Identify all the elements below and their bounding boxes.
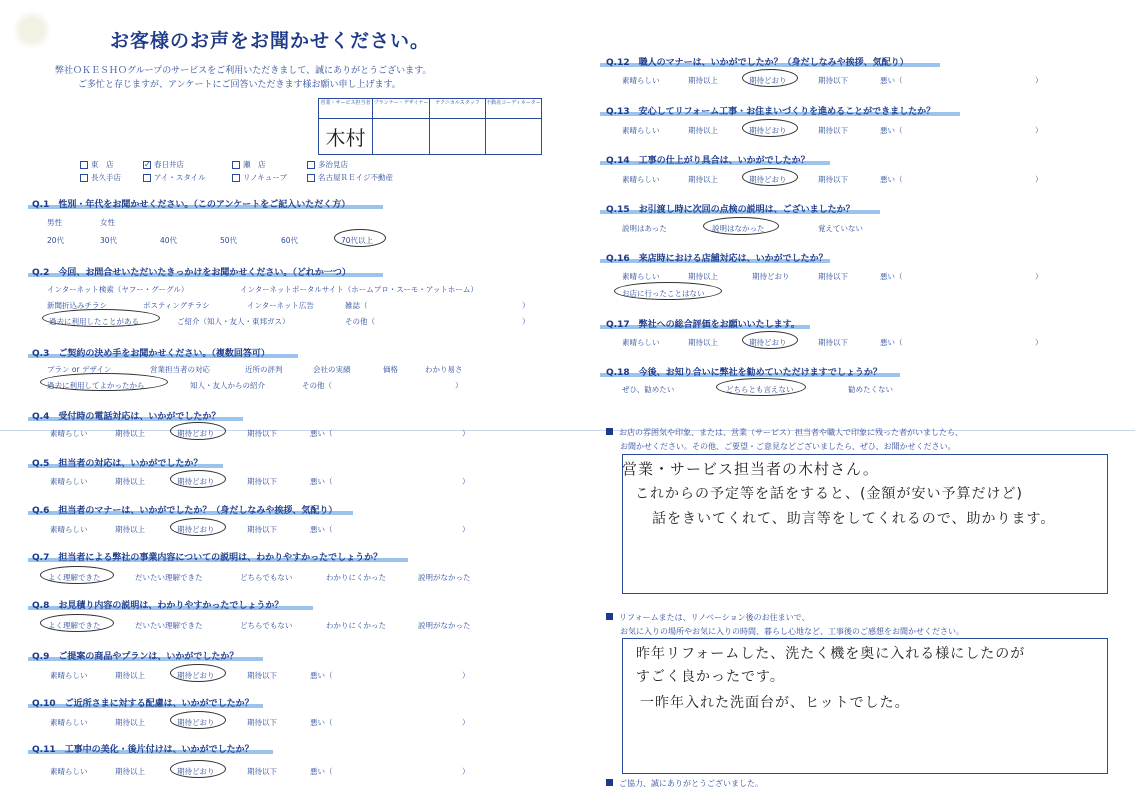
paren-close: ） bbox=[1035, 76, 1043, 85]
q8-option[interactable]: どちらでもない bbox=[240, 621, 293, 630]
store-checkbox-2[interactable]: ✓ 春日井店 bbox=[144, 160, 184, 169]
question-13: Q.13 安心してリフォーム工事・お住まいづくりを進めることができましたか？ bbox=[606, 107, 936, 117]
comment1-prompt-2: お聞かせください。その他、ご要望・ご意見などございましたら、ぜひ、お聞かせください。 bbox=[620, 442, 956, 451]
q6-option[interactable]: 期待以下 bbox=[247, 525, 277, 534]
paren-close: ） bbox=[462, 767, 470, 776]
q13-option-selected[interactable]: 期待どおり bbox=[749, 126, 787, 135]
question-14: Q.14 工事の仕上がり具合は、いかがでしたか？ bbox=[606, 156, 810, 166]
q2-option[interactable]: ご紹介（知人・友人・東邦ガス） bbox=[177, 317, 290, 326]
store-checkbox-8[interactable]: 名古屋ＲＥイジ不動産 bbox=[307, 172, 393, 183]
paren-close: ） bbox=[522, 317, 530, 326]
q3-option[interactable]: 知人・友人からの紹介 bbox=[190, 381, 265, 390]
q7-option[interactable]: どちらでもない bbox=[240, 573, 293, 582]
selection-circle bbox=[742, 119, 798, 137]
selection-circle bbox=[742, 69, 798, 87]
q18-option[interactable]: ぜひ、勧めたい bbox=[622, 385, 675, 394]
q10-option[interactable]: 期待以上 bbox=[115, 718, 145, 727]
q7-option-selected[interactable]: よく理解できた bbox=[48, 573, 101, 582]
page-title: お客様のお声をお聞かせください。 bbox=[110, 30, 431, 52]
q7-option[interactable]: だいたい理解できた bbox=[135, 573, 203, 582]
q8-option[interactable]: 説明がなかった bbox=[418, 621, 471, 630]
q5-option[interactable]: 悪い（ bbox=[310, 477, 333, 486]
q9-option[interactable]: 期待以上 bbox=[115, 671, 145, 680]
q14-option[interactable]: 期待以上 bbox=[688, 175, 718, 184]
q10-option[interactable]: 素晴らしい bbox=[50, 718, 88, 727]
q13-option[interactable]: 素晴らしい bbox=[622, 126, 660, 135]
comment2-prompt-2: お気に入りの場所やお気に入りの時間、暮らし心地など、工事後のご感想をお聞かせください。 bbox=[620, 627, 964, 636]
staff-header-realestate: 不動産コーディネーター bbox=[486, 99, 542, 119]
q11-option[interactable]: 期待以下 bbox=[247, 767, 277, 776]
q3-option[interactable]: その他（ bbox=[302, 381, 332, 390]
q14-option[interactable]: 悪い（ bbox=[880, 175, 903, 184]
paren-close: ） bbox=[1035, 175, 1043, 184]
q2-option[interactable]: 新聞折込みチラシ bbox=[47, 301, 107, 310]
question-17: Q.17 弊社への総合評価をお願いいたします。 bbox=[606, 320, 800, 330]
store-checkbox-7[interactable]: リノキューブ bbox=[232, 172, 287, 183]
selection-circle bbox=[742, 168, 798, 186]
staff-sales-name[interactable]: 木村 bbox=[319, 119, 373, 155]
selection-circle bbox=[170, 664, 226, 682]
q13-option[interactable]: 期待以上 bbox=[688, 126, 718, 135]
q4-option[interactable]: 期待以下 bbox=[247, 429, 277, 438]
selection-circle bbox=[716, 378, 806, 396]
q4-option[interactable]: 素晴らしい bbox=[50, 429, 88, 438]
selection-circle bbox=[40, 373, 168, 391]
staff-technical-cell[interactable] bbox=[430, 119, 486, 155]
q8-option[interactable]: だいたい理解できた bbox=[135, 621, 203, 630]
q3-option[interactable]: プラン or デザイン bbox=[47, 365, 112, 374]
paren-close: ） bbox=[462, 525, 470, 534]
q2-option[interactable]: ポスティングチラシ bbox=[143, 301, 210, 310]
comment1-text-line-3: 話をきいてくれて、助言等をしてくれるので、助かります。 bbox=[652, 511, 1056, 527]
q18-option-selected[interactable]: どちらとも言えない bbox=[726, 385, 794, 394]
q12-option[interactable]: 悪い（ bbox=[880, 76, 903, 85]
q11-option[interactable]: 期待以上 bbox=[115, 767, 145, 776]
logo-mark bbox=[12, 10, 52, 50]
q6-option[interactable]: 期待以上 bbox=[115, 525, 145, 534]
q2-option[interactable]: インターネット広告 bbox=[247, 301, 314, 310]
q1-option[interactable]: 女性 bbox=[100, 218, 115, 227]
q4-option-selected[interactable]: 期待どおり bbox=[177, 429, 215, 438]
q1-option[interactable]: 40代 bbox=[160, 236, 178, 245]
q14-option[interactable]: 素晴らしい bbox=[622, 175, 660, 184]
q1-option-selected[interactable]: 70代以上 bbox=[341, 236, 374, 245]
store-checkbox-1[interactable]: 東 店 bbox=[80, 159, 114, 170]
q10-option[interactable]: 期待以下 bbox=[247, 718, 277, 727]
q16-option-selected[interactable]: お店に行ったことはない bbox=[622, 289, 705, 298]
q9-option-selected[interactable]: 期待どおり bbox=[177, 671, 215, 680]
selection-circle bbox=[40, 614, 114, 632]
store-checkbox-4[interactable]: 多治見店 bbox=[307, 159, 348, 170]
paren-close: ） bbox=[462, 671, 470, 680]
q6-option[interactable]: 悪い（ bbox=[310, 525, 333, 534]
question-8: Q.8 お見積り内容の説明は、わかりやすかったでしょうか？ bbox=[32, 601, 284, 611]
q16-option[interactable]: 期待以下 bbox=[818, 272, 848, 281]
question-11: Q.11 工事中の美化・後片付けは、いかがでしたか？ bbox=[32, 745, 254, 755]
store-checkbox-5[interactable]: 長久手店 bbox=[80, 172, 121, 183]
q11-option[interactable]: 素晴らしい bbox=[50, 767, 88, 776]
q11-option-selected[interactable]: 期待どおり bbox=[177, 767, 215, 776]
q14-option-selected[interactable]: 期待どおり bbox=[749, 175, 787, 184]
selection-circle bbox=[334, 229, 386, 247]
q1-option[interactable]: 男性 bbox=[47, 218, 62, 227]
comment2-prompt: リフォームまたは、リノベーション後のお住まいで、 bbox=[606, 612, 809, 623]
q16-option[interactable]: 悪い（ bbox=[880, 272, 903, 281]
q5-option[interactable]: 期待以下 bbox=[247, 477, 277, 486]
staff-header-planner: プランナー・デザイナー bbox=[373, 99, 430, 119]
question-9: Q.9 ご提案の商品やプランは、いかがでしたか？ bbox=[32, 652, 239, 662]
selection-circle bbox=[170, 518, 226, 536]
store-checkbox-6[interactable]: アイ・スタイル bbox=[143, 172, 206, 183]
q5-option-selected[interactable]: 期待どおり bbox=[177, 477, 215, 486]
q2-option[interactable]: インターネット検索（ヤフー・グーグル） bbox=[47, 285, 189, 294]
q3-option[interactable]: 価格 bbox=[383, 365, 398, 374]
comment1-text-line-1: 営業・サービス担当者の木村さん。 bbox=[622, 460, 879, 478]
comment2-text-line-1: 昨年リフォームした、洗たく機を奥に入れる様にしたのが bbox=[636, 646, 1026, 662]
q13-option[interactable]: 期待以下 bbox=[818, 126, 848, 135]
selection-circle bbox=[40, 566, 114, 584]
paren-close: ） bbox=[1035, 126, 1043, 135]
selection-circle bbox=[42, 309, 160, 327]
q3-option[interactable]: 近所の評判 bbox=[245, 365, 283, 374]
q1-option[interactable]: 30代 bbox=[100, 236, 118, 245]
staff-header-technical: テクニカルスタッフ bbox=[430, 99, 486, 119]
staff-realestate-cell[interactable] bbox=[486, 119, 542, 155]
question-12: Q.12 職人のマナーは、いかがでしたか？（身だしなみや挨拶、気配り） bbox=[606, 58, 909, 68]
q4-option[interactable]: 期待以上 bbox=[115, 429, 145, 438]
staff-table bbox=[318, 98, 542, 155]
q12-option[interactable]: 素晴らしい bbox=[622, 76, 660, 85]
q9-option[interactable]: 素晴らしい bbox=[50, 671, 88, 680]
selection-circle bbox=[614, 282, 722, 300]
q10-option[interactable]: 悪い（ bbox=[310, 718, 333, 727]
q18-option[interactable]: 勧めたくない bbox=[848, 385, 893, 394]
selection-circle bbox=[742, 331, 798, 349]
q17-option[interactable]: 期待以上 bbox=[688, 338, 718, 347]
q3-option-selected[interactable]: 過去に利用してよかったから bbox=[47, 381, 145, 390]
q11-option[interactable]: 悪い（ bbox=[310, 767, 333, 776]
staff-header-sales: 営業・サービス担当者 bbox=[319, 99, 373, 119]
paren-close: ） bbox=[455, 381, 463, 390]
q3-option[interactable]: 会社の実績 bbox=[313, 365, 351, 374]
q1-option[interactable]: 50代 bbox=[220, 236, 238, 245]
q2-option[interactable]: その他（ bbox=[345, 317, 375, 326]
paren-close: ） bbox=[1035, 338, 1043, 347]
question-4: Q.4 受付時の電話対応は、いかがでしたか？ bbox=[32, 412, 221, 422]
q8-option[interactable]: わかりにくかった bbox=[326, 621, 386, 630]
q12-option[interactable]: 期待以上 bbox=[688, 76, 718, 85]
comment2-text-line-2: すごく良かったです。 bbox=[636, 669, 785, 685]
paren-close: ） bbox=[522, 301, 530, 310]
q5-option[interactable]: 期待以上 bbox=[115, 477, 145, 486]
q10-option-selected[interactable]: 期待どおり bbox=[177, 718, 215, 727]
paren-close: ） bbox=[1035, 272, 1043, 281]
q15-option-selected[interactable]: 説明はなかった bbox=[712, 224, 765, 233]
question-5: Q.5 担当者の対応は、いかがでしたか？ bbox=[32, 459, 203, 469]
q7-option[interactable]: わかりにくかった bbox=[326, 573, 386, 582]
q17-option[interactable]: 素晴らしい bbox=[622, 338, 660, 347]
selection-circle bbox=[170, 760, 226, 778]
q5-option[interactable]: 素晴らしい bbox=[50, 477, 88, 486]
q3-option[interactable]: わかり易さ bbox=[425, 365, 463, 374]
q14-option[interactable]: 期待以下 bbox=[818, 175, 848, 184]
q15-option[interactable]: 説明はあった bbox=[622, 224, 667, 233]
q9-option[interactable]: 期待以下 bbox=[247, 671, 277, 680]
paren-close: ） bbox=[462, 477, 470, 486]
q16-option[interactable]: 期待どおり bbox=[752, 272, 790, 281]
comment1-prompt: お店の雰囲気や印象、または、営業（サービス）担当者や職人で印象に残った者がいましたら、 bbox=[606, 427, 963, 438]
intro-line-2: ご多忙と存じますが、アンケートにご回答いただきます様お願い申し上げます。 bbox=[78, 80, 401, 90]
q3-option[interactable]: 営業担当者の対応 bbox=[150, 365, 210, 374]
question-10: Q.10 ご近所さまに対する配慮は、いかがでしたか？ bbox=[32, 699, 254, 709]
staff-planner-cell[interactable] bbox=[373, 119, 430, 155]
q6-option[interactable]: 素晴らしい bbox=[50, 525, 88, 534]
question-3: Q.3 ご契約の決め手をお聞かせください。（複数回答可） bbox=[32, 349, 270, 359]
selection-circle bbox=[703, 217, 779, 235]
selection-circle bbox=[170, 711, 226, 729]
footer-thanks: ご協力、誠にありがとうございました。 bbox=[606, 778, 763, 789]
intro-line-1: 弊社ＯＫＥＳＨＯグループのサービスをご利用いただきまして、誠にありがとうございます。 bbox=[55, 66, 432, 76]
comment2-text-line-3: 一昨年入れた洗面台が、ヒットでした。 bbox=[640, 695, 910, 711]
q6-option-selected[interactable]: 期待どおり bbox=[177, 525, 215, 534]
q9-option[interactable]: 悪い（ bbox=[310, 671, 333, 680]
paren-close: ） bbox=[462, 429, 470, 438]
q8-option-selected[interactable]: よく理解できた bbox=[48, 621, 101, 630]
q1-option[interactable]: 20代 bbox=[47, 236, 65, 245]
store-checkbox-3[interactable]: 瀬 店 bbox=[232, 159, 266, 170]
q17-option-selected[interactable]: 期待どおり bbox=[749, 338, 787, 347]
question-16: Q.16 来店時における店舗対応は、いかがでしたか？ bbox=[606, 254, 828, 264]
q16-option[interactable]: 期待以上 bbox=[688, 272, 718, 281]
q2-option-selected[interactable]: 過去に利用したことがある bbox=[49, 317, 139, 326]
question-18: Q.18 今後、お知り合いに弊社を勧めていただけますでしょうか？ bbox=[606, 368, 882, 378]
q4-option[interactable]: 悪い（ bbox=[310, 429, 333, 438]
selection-circle bbox=[170, 422, 226, 440]
comment1-text-line-2: これからの予定等を話をすると、(金額が安い予算だけど) bbox=[635, 486, 1023, 502]
q2-option[interactable]: 雑誌（ bbox=[345, 301, 368, 310]
question-2: Q.2 今回、お問合せいただいたきっかけをお聞かせください。（どれか一つ） bbox=[32, 268, 351, 278]
selection-circle bbox=[170, 470, 226, 488]
q17-option[interactable]: 悪い（ bbox=[880, 338, 903, 347]
q12-option-selected[interactable]: 期待どおり bbox=[749, 76, 787, 85]
q17-option[interactable]: 期待以下 bbox=[818, 338, 848, 347]
question-6: Q.6 担当者のマナーは、いかがでしたか？（身だしなみや挨拶、気配り） bbox=[32, 506, 338, 516]
q2-option[interactable]: インターネットポータルサイト（ホームプロ・スーモ・アットホーム） bbox=[240, 285, 478, 294]
q7-option[interactable]: 説明がなかった bbox=[418, 573, 471, 582]
q16-option[interactable]: 素晴らしい bbox=[622, 272, 660, 281]
q15-option[interactable]: 覚えていない bbox=[818, 224, 863, 233]
question-7: Q.7 担当者による弊社の事業内容についての説明は、わかりやすかったでしょうか？ bbox=[32, 553, 383, 563]
question-15: Q.15 お引渡し時に次回の点検の説明は、ございましたか？ bbox=[606, 205, 855, 215]
q13-option[interactable]: 悪い（ bbox=[880, 126, 903, 135]
q1-option[interactable]: 60代 bbox=[281, 236, 299, 245]
q12-option[interactable]: 期待以下 bbox=[818, 76, 848, 85]
paren-close: ） bbox=[462, 718, 470, 727]
question-1: Q.1 性別・年代をお聞かせください。（このアンケートをご記入いただく方） bbox=[32, 200, 351, 210]
